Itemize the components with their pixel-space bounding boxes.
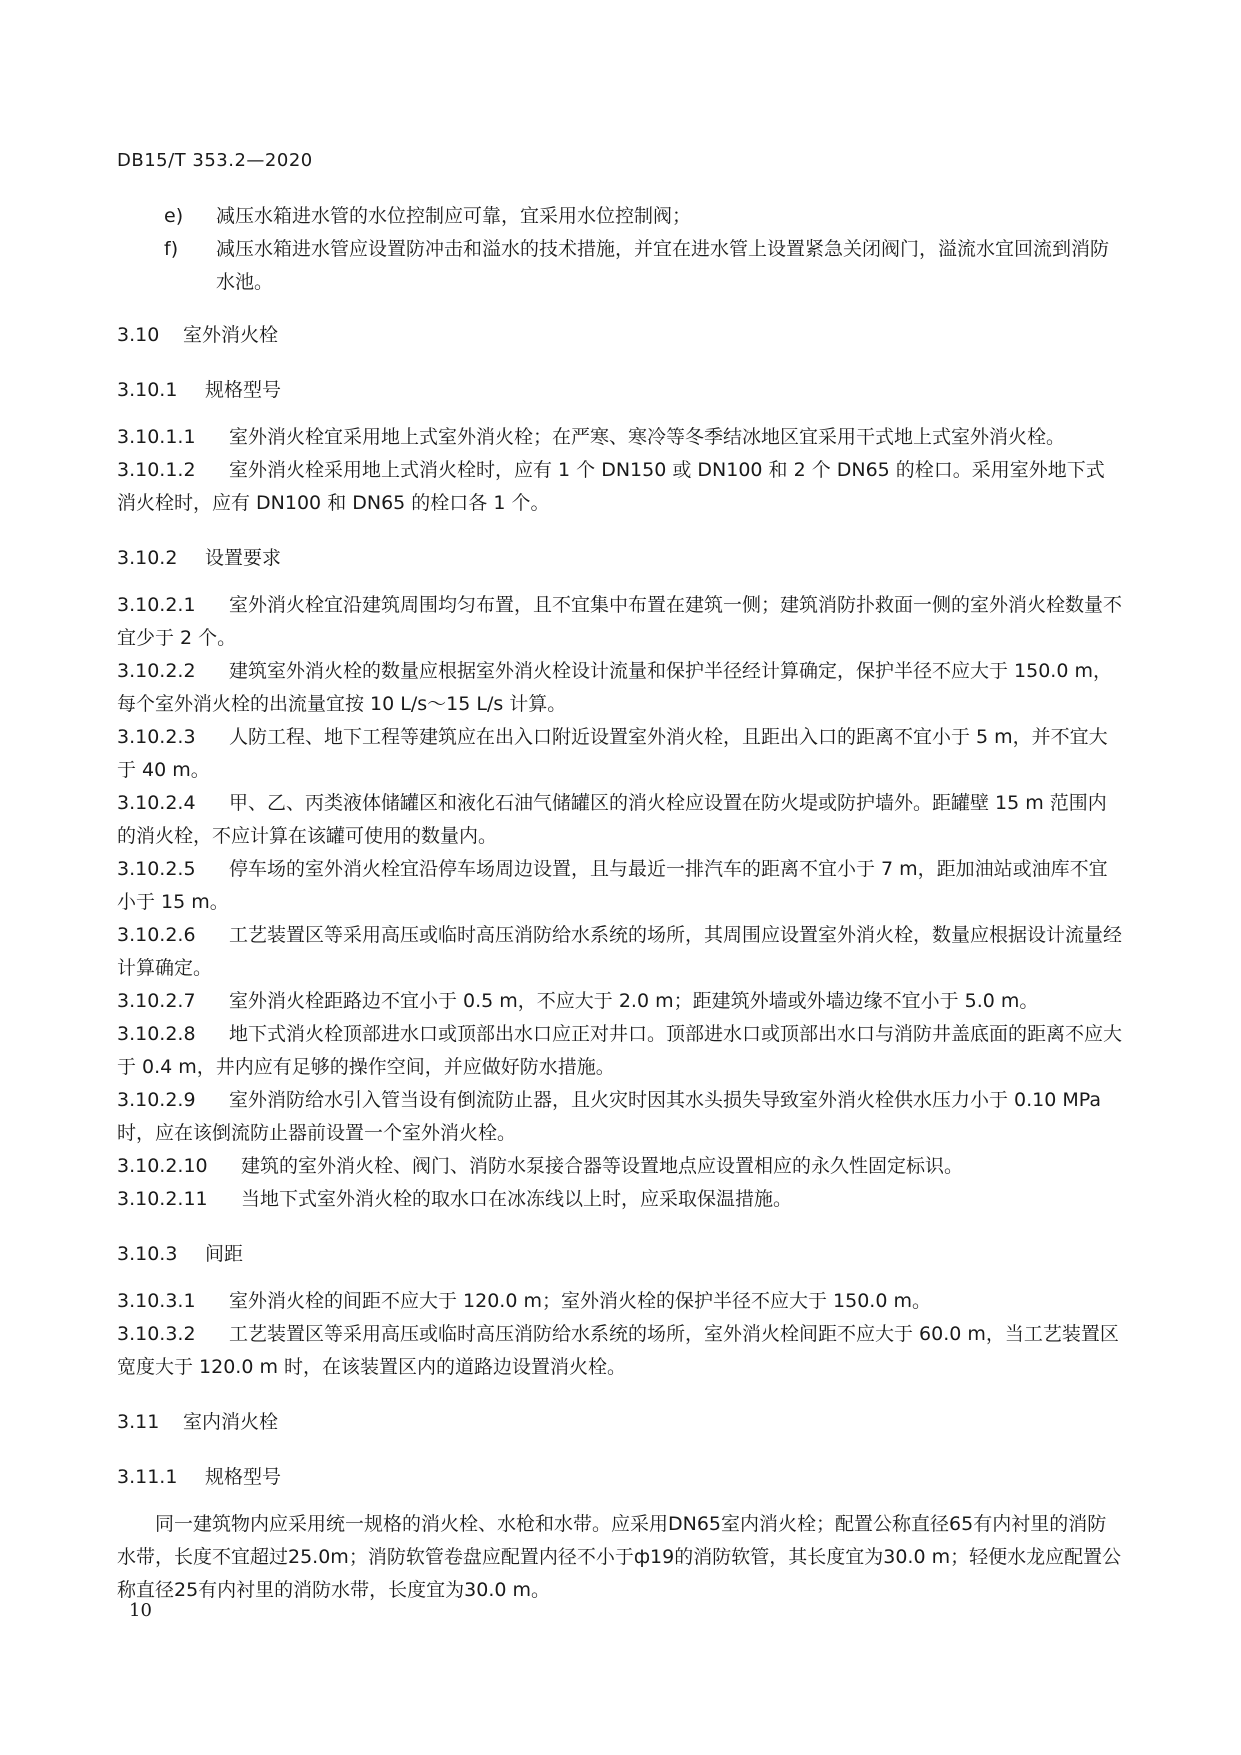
- list-text: 减压水箱进水管应设置防冲击和溢水的技术措施，并宜在进水管上设置紧急关闭阀门，溢流水宜回流到消防水池。: [216, 238, 1110, 293]
- section-heading: [117, 1406, 1122, 1439]
- list-text: 减压水箱进水管的水位控制应可靠，宜采用水位控制阀；: [216, 205, 692, 227]
- page-content: [117, 200, 1122, 1626]
- clause-text: 甲、乙、丙类液体储罐区和液化石油气储罐区的消火栓应设置在防火堤或防护墙外。距罐壁 15 m 范围内的消火栓，不应计算在该罐可使用的数量内。: [117, 792, 1107, 847]
- section-number: 3.11.1: [117, 1466, 178, 1488]
- clause-text: 室外消火栓宜沿建筑周围均匀布置，且不宜集中布置在建筑一侧；建筑消防扑救面一侧的室外消火栓数量不宜少于 2 个。: [117, 594, 1123, 649]
- clause-text: 工艺装置区等采用高压或临时高压消防给水系统的场所，室外消火栓间距不应大于 60.0 m，当工艺装置区宽度大于 120.0 m 时，在该装置区内的道路边设置消火栓。: [117, 1323, 1119, 1378]
- clause-number: 3.10.2.5: [117, 858, 196, 880]
- section-title: 间距: [205, 1243, 244, 1265]
- list-item: [117, 233, 1122, 299]
- section-number: 3.10: [117, 324, 160, 346]
- clause-text: 工艺装置区等采用高压或临时高压消防给水系统的场所，其周围应设置室外消火栓，数量应根据设计流量经计算确定。: [117, 924, 1123, 979]
- clause-text: 地下式消火栓顶部进水口或顶部出水口应正对井口。顶部进水口或顶部出水口与消防井盖底面的距离不应大于 0.4 m，井内应有足够的操作空间，并应做好防水措施。: [117, 1023, 1123, 1078]
- paragraph: 同一建筑物内应采用统一规格的消火栓、水枪和水带。应采用DN65室内消火栓；配置公称直径65有内衬里的消防水带，长度不宜超过25.0m；消防软管卷盘应配置内径不小于ф19的消防软管，其长度宜为30.0 m；轻便水龙应配置公称直径25有内衬里的消防水带，长度宜为30.0 m。: [117, 1513, 1122, 1601]
- section-number: 3.11: [117, 1411, 160, 1433]
- subsection-heading: [117, 374, 1122, 407]
- section-title: 设置要求: [205, 547, 282, 569]
- section-title: 室外消火栓: [183, 324, 279, 346]
- clause: [117, 853, 1122, 919]
- clause: [117, 421, 1122, 454]
- clause-text: 室外消防给水引入管当设有倒流防止器，且火灾时因其水头损失导致室外消火栓供水压力小于 0.10 MPa 时，应在该倒流防止器前设置一个室外消火栓。: [117, 1089, 1102, 1144]
- clause: [117, 919, 1122, 985]
- clause-number: 3.10.2.2: [117, 660, 196, 682]
- clause-number: 3.10.2.10: [117, 1155, 208, 1177]
- list-marker: e): [164, 205, 184, 227]
- clause-text: 人防工程、地下工程等建筑应在出入口附近设置室外消火栓，且距出入口的距离不宜小于 5 m，并不宜大于 40 m。: [117, 726, 1108, 781]
- clause-text: 当地下式室外消火栓的取水口在冰冻线以上时，应采取保温措施。: [241, 1188, 793, 1210]
- clause-text: 室外消火栓采用地上式消火栓时，应有 1 个 DN150 或 DN100 和 2 个 DN65 的栓口。采用室外地下式消火栓时，应有 DN100 和 DN65 的栓口各 1 个。: [117, 459, 1105, 514]
- clause-number: 3.10.2.3: [117, 726, 196, 748]
- clause: [117, 985, 1122, 1018]
- clause-number: 3.10.2.4: [117, 792, 196, 814]
- clause-number: 3.10.2.6: [117, 924, 196, 946]
- clause-text: 室外消火栓距路边不宜小于 0.5 m，不应大于 2.0 m；距建筑外墙或外墙边缘不宜小于 5.0 m。: [229, 990, 1039, 1012]
- clause: [117, 1150, 1122, 1183]
- clause: [117, 1084, 1122, 1150]
- section-number: 3.10.3: [117, 1243, 178, 1265]
- clause: [117, 1285, 1122, 1318]
- section-title: 规格型号: [205, 379, 282, 401]
- section-number: 3.10.1: [117, 379, 178, 401]
- section-title: 室内消火栓: [183, 1411, 279, 1433]
- clause-number: 3.10.2.9: [117, 1089, 196, 1111]
- clause-number: 3.10.1.1: [117, 426, 196, 448]
- clause: [117, 787, 1122, 853]
- section-number: 3.10.2: [117, 547, 178, 569]
- subsection-heading: [117, 1461, 1122, 1494]
- clause-number: 3.10.3.1: [117, 1290, 196, 1312]
- clause: [117, 589, 1122, 655]
- clause: [117, 1018, 1122, 1084]
- clause-text: 停车场的室外消火栓宜沿停车场周边设置，且与最近一排汽车的距离不宜小于 7 m，距加油站或油库不宜小于 15 m。: [117, 858, 1108, 913]
- list-item: [117, 200, 1122, 233]
- section-title: 规格型号: [205, 1466, 282, 1488]
- section-heading: [117, 319, 1122, 352]
- subsection-heading: [117, 1238, 1122, 1271]
- clause: [117, 1183, 1122, 1216]
- clause: [117, 1318, 1122, 1384]
- subsection-heading: [117, 542, 1122, 575]
- clause-number: 3.10.3.2: [117, 1323, 196, 1345]
- clause: [117, 454, 1122, 520]
- clause-number: 3.10.2.7: [117, 990, 196, 1012]
- clause: [117, 721, 1122, 787]
- clause-text: 室外消火栓宜采用地上式室外消火栓；在严寒、寒冷等冬季结冰地区宜采用干式地上式室外消火栓。: [229, 426, 1066, 448]
- clause-text: 建筑的室外消火栓、阀门、消防水泵接合器等设置地点应设置相应的永久性固定标识。: [241, 1155, 964, 1177]
- clause-text: 建筑室外消火栓的数量应根据室外消火栓设计流量和保护半径经计算确定，保护半径不应大于 150.0 m，每个室外消火栓的出流量宜按 10 L/s～15 L/s 计算。: [117, 660, 1112, 715]
- clause-number: 3.10.2.1: [117, 594, 196, 616]
- page-number: 10: [129, 1600, 152, 1621]
- clause-number: 3.10.2.8: [117, 1023, 196, 1045]
- clause: [117, 655, 1122, 721]
- document-code: DB15/T 353.2—2020: [117, 150, 313, 171]
- list-marker: f): [164, 238, 179, 260]
- clause-text: 室外消火栓的间距不应大于 120.0 m；室外消火栓的保护半径不应大于 150.0 m。: [229, 1290, 931, 1312]
- clause-number: 3.10.1.2: [117, 459, 196, 481]
- clause-number: 3.10.2.11: [117, 1188, 208, 1210]
